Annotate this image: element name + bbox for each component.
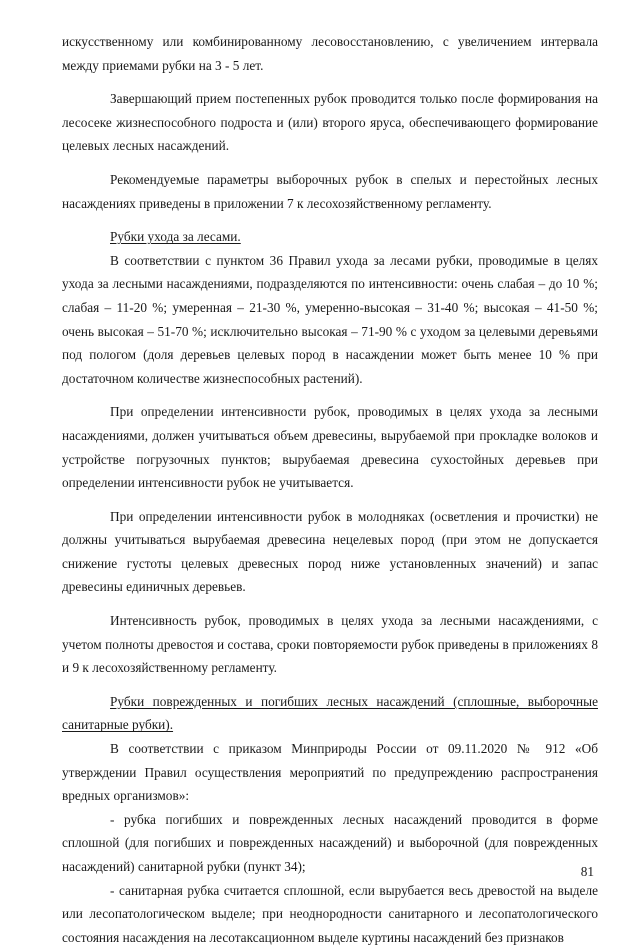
paragraph-intensity-appendices: Интенсивность рубок, проводимых в целях ухода за лесными насаждениями, с учетом полноты древостоя и состава, сроки повторяемости рубок приведены в приложениях 8 и 9 к лесохозяйственному регламенту. — [62, 613, 598, 676]
paragraph-young-stands: При определении интенсивности рубок в молодняках (осветления и прочистки) не должны учитываться вырубаемая древесина нецелевых пород (при этом не допускается снижение густоты целевых древесных пород ниже установленных значений) и запас древесины единичных деревьев. — [62, 508, 598, 595]
paragraph-selective-params: Рекомендуемые параметры выборочных рубок в спелых и перестойных лесных насаждениях приведены в приложении 7 к лесохозяйственному регламенту. — [62, 171, 598, 211]
paragraph-intensity-volume: При определении интенсивности рубок, проводимых в целях ухода за лесными насаждениями, должен учитываться объем древесины, вырубаемой при прокладке волоков и устройстве погрузочных пунктов; вырубаемая древесина сухостойных деревьев при определении интенсивности рубок не учитывается. — [62, 404, 598, 491]
section-heading-care-cuts — [62, 225, 598, 249]
document-page — [62, 30, 598, 949]
page-number: 81 — [580, 864, 594, 879]
paragraph-final-cut: Завершающий прием постепенных рубок проводится только после формирования на лесосеке жизнеспособного подроста и (или) второго яруса, обеспечивающего формирование целевых лесных насаждений. — [62, 91, 598, 154]
paragraph-continuation: искусственному или комбинированному лесовосстановлению, с увеличением интервала между приемами рубки на 3 - 5 лет. — [62, 34, 598, 73]
paragraph-intensity-grades: В соответствии с пунктом 36 Правил ухода за лесами рубки, проводимые в целях ухода за лесными насаждениями, подразделяются по интенсивности: очень слабая – до 10 %; слабая – 11-20 %; умеренная – 21-30 %, умеренно-высокая – 31-40 %; высокая – 41-50 %; очень высокая – 51-70 %; исключительно высокая – 71-90 % с уходом за целевыми деревьями под пологом (доля деревьев целевых пород в насаждении может быть менее 10 % при достаточном количестве жизнеспособных растений). — [62, 252, 598, 386]
list-item-cut-forms: - рубка погибших и поврежденных лесных насаждений проводится в форме сплошной (для погибших и поврежденных насаждений) и выборочной (для поврежденных насаждений) санитарной рубки (пункт 34); — [62, 811, 598, 874]
heading-text: Рубки ухода за лесами. — [110, 229, 241, 245]
list-item-clear-cut: - санитарная рубка считается сплошной, если вырубается весь древостой на выделе или лесопатологическом выделе; при неоднородности санитарного и лесопатологического состояния насаждения на лесотаксационном выделе куртины насаждений без признаков — [62, 882, 598, 945]
paragraph-order-reference: В соответствии с приказом Минприроды России от 09.11.2020 № 912 «Об утверждении Правил осуществления мероприятий по предупреждению распространения вредных организмов»: — [62, 741, 598, 804]
section-heading-sanitary-cuts: Рубки поврежденных и погибших лесных насаждений (сплошные, выборочные санитарные рубки). — [62, 693, 598, 733]
